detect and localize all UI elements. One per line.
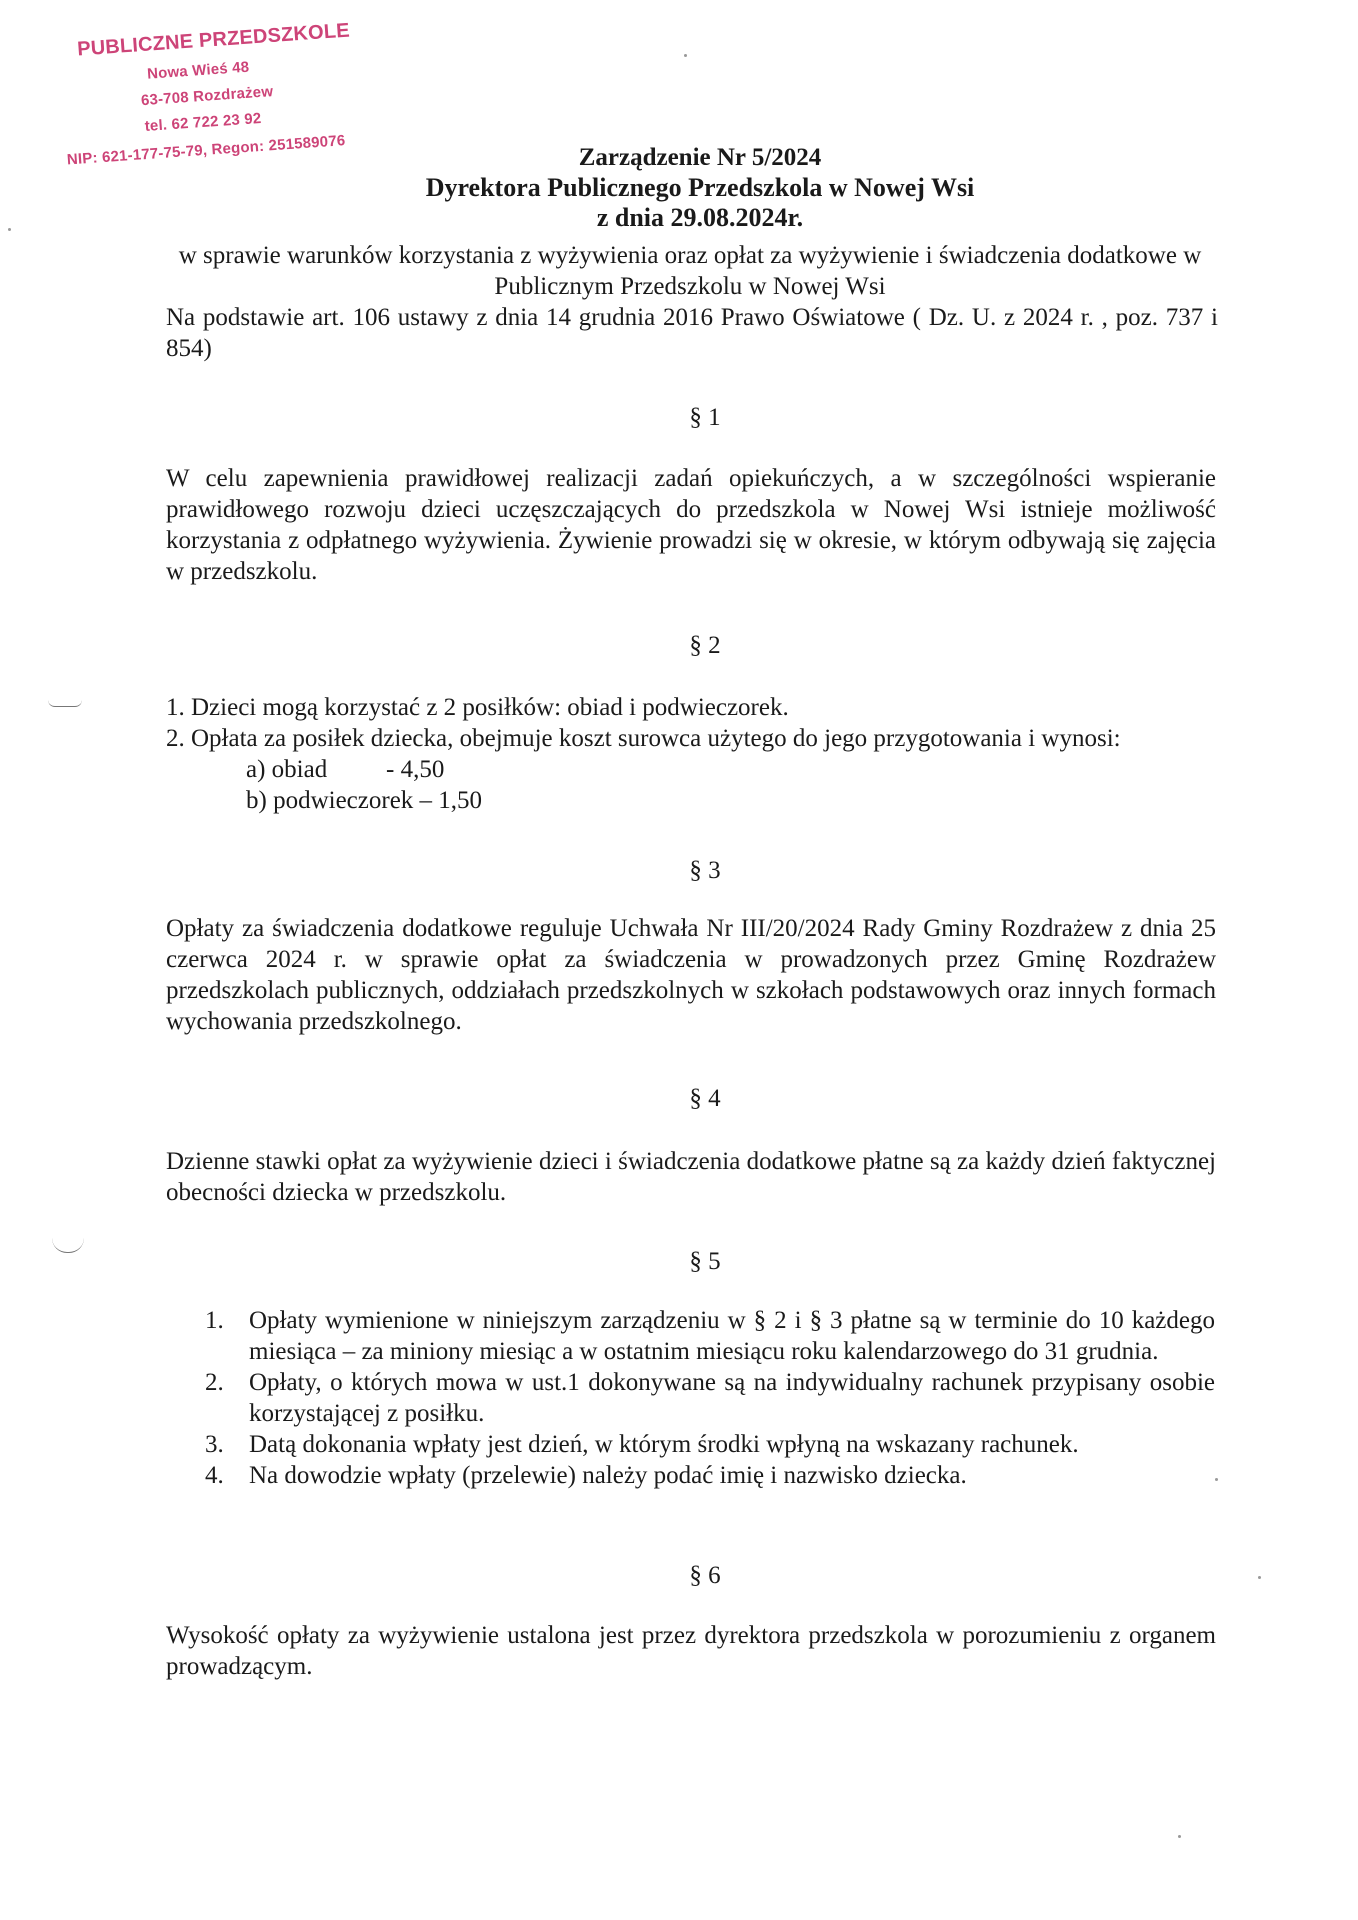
item-text: Opłaty wymienione w niniejszym zarządzeniu w § 2 i § 3 płatne są w terminie do 10 każdego miesiąca – za miniony miesiąc a w ostatnim miesiącu roku kalendarzowego do 31 grudnia. (249, 1307, 1215, 1365)
section-2-list (166, 692, 1216, 816)
heading-line2: Dyrektora Publicznego Przedszkola w Nowej Wsi (425, 173, 975, 202)
institution-stamp (56, 8, 406, 181)
section-4-text: Dzienne stawki opłat za wyżywienie dzieci i świadczenia dodatkowe płatne są za każdy dzień faktycznej obecności dziecka w przedszkolu. (166, 1148, 1216, 1206)
scan-mark (48, 700, 82, 707)
item-text: Na dowodzie wpłaty (przelewie) należy podać imię i nazwisko dziecka. (249, 1462, 967, 1489)
item-text: Datą dokonania wpłaty jest dzień, w którym środki wpłyną na wskazany rachunek. (249, 1431, 1079, 1458)
section-5-item (205, 1429, 1215, 1460)
section-6-text: Wysokość opłaty za wyżywienie ustalona jest przez dyrektora przedszkola w porozumieniu z organem prowadzącym. (166, 1622, 1216, 1680)
section-5-mark: § 5 (689, 1248, 721, 1275)
section-2-item-2: 2. Opłata za posiłek dziecka, obejmuje koszt surowca użytego do jego przygotowania i wynosi: (166, 725, 1121, 752)
document-subject: w sprawie warunków korzystania z wyżywienia oraz opłat za wyżywienie i świadczenia dodatkowe w Publicznym Przedszkolu w Nowej Wsi (178, 242, 1202, 300)
section-2-item-1: 1. Dzieci mogą korzystać z 2 posiłków: obiad i podwieczorek. (166, 694, 789, 721)
section-5-item (205, 1460, 1215, 1491)
scan-dot (684, 54, 687, 57)
fee-row-obiad (166, 754, 1216, 785)
scan-mark (52, 1238, 84, 1253)
section-3-text: Opłaty za świadczenia dodatkowe reguluje Uchwała Nr III/20/2024 Rady Gminy Rozdrażew z dnia 25 czerwca 2024 r. w sprawie opłat za świadczenia w prowadzonych przez Gminę Rozdrażew przedszkolach publicznych, oddziałach przedszkolnych w szkołach podstawowych oraz innych formach wychowania przedszkolnego. (166, 915, 1216, 1035)
stamp-ids: NIP: 621-177-75-79, Regon: 251589076 (66, 132, 346, 169)
document-heading (380, 143, 1020, 233)
item-number: 3. (205, 1431, 224, 1458)
fee-b-label: b) podwieczorek – 1,50 (246, 787, 483, 814)
section-2-mark: § 2 (689, 632, 721, 659)
heading-line1: Zarządzenie Nr 5/2024 (578, 144, 822, 171)
stamp-address-line1: Nowa Wieś 48 (146, 58, 250, 83)
section-6-mark: § 6 (689, 1562, 721, 1589)
item-text: Opłaty, o których mowa w ust.1 dokonywane są na indywidualny rachunek przypisany osobie korzystającej z posiłku. (249, 1369, 1215, 1427)
legal-basis: Na podstawie art. 106 ustawy z dnia 14 grudnia 2016 Prawo Oświatowe ( Dz. U. z 2024 r. , poz. 737 i 854) (166, 304, 1218, 362)
fee-row-podwieczorek (166, 785, 1216, 816)
fee-a-label: a) obiad (246, 756, 328, 783)
stamp-address-line2: 63-708 Rozdrażew (140, 83, 274, 110)
section-5-list (205, 1305, 1215, 1491)
heading-line3: z dnia 29.08.2024r. (596, 203, 804, 232)
item-number: 2. (205, 1369, 224, 1396)
section-1-mark: § 1 (689, 404, 721, 431)
stamp-phone: tel. 62 722 23 92 (144, 109, 262, 136)
section-1-text: W celu zapewnienia prawidłowej realizacji zadań opiekuńczych, a w szczególności wspieranie prawidłowego rozwoju dzieci uczęszczających do przedszkola w Nowej Wsi istnieje możliwość korzystania z odpłatnego wyżywienia. Żywienie prowadzi się w okresie, w którym odbywają się zajęcia w przedszkolu. (166, 465, 1216, 585)
item-number: 1. (205, 1307, 224, 1334)
section-5-item (205, 1367, 1215, 1429)
section-3-mark: § 3 (689, 857, 721, 884)
stamp-name: PUBLICZNE PRZEDSZKOLE (76, 19, 351, 61)
scan-dot (1258, 1576, 1261, 1579)
scan-dot (1215, 1478, 1218, 1481)
fee-a-value: - 4,50 (386, 756, 445, 783)
scan-dot (1178, 1835, 1181, 1838)
item-number: 4. (205, 1462, 224, 1489)
scan-dot (8, 228, 11, 231)
section-4-mark: § 4 (689, 1085, 721, 1112)
section-5-item (205, 1305, 1215, 1367)
